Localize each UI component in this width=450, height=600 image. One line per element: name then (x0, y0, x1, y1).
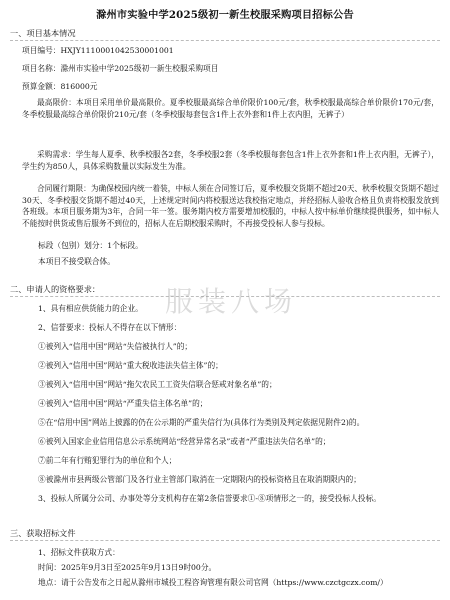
divider (10, 540, 440, 541)
credit-condition-7: ⑦前二年有行贿犯罪行为的单位和个人； (38, 456, 177, 465)
max-price-paragraph: 最高限价：本项目采用单价最高限价。夏季校服最高综合单价限价100元/套，秋季校服最高综合单价限价170元/套，冬季校服最高综合单价限价210元/套（冬季校服每套包含1件上衣外套和1件上衣内胆，无裤子） (22, 98, 439, 119)
qualification-item-2: 2、信誉要求：投标人不得存在以下情形： (38, 323, 182, 332)
procurement-demand-paragraph: 采购需求：学生每人夏季、秋季校服各2套，冬季校服2套（冬季校服每套包含1件上衣外套和1件上衣内胆，无裤子），学生约为850人，具体采购数量以实际发生为准。 (22, 150, 439, 171)
lot-division: 标段（包别）划分：1个标段。 (38, 241, 143, 250)
no-consortium-note: 本项目不接受联合体。 (38, 257, 115, 266)
watermark-text: 服装八场 (164, 285, 297, 318)
credit-condition-2: ②被列入“信用中国”网站“重大税收违法失信主体”的； (38, 361, 223, 370)
qualification-item-3: 3、投标人所属分公司、办事处等分支机构存在第2条信誉要求①-⑧项情形之一的，接受投标人投标。 (38, 494, 381, 503)
credit-condition-4: ④被列入“信用中国”网站“严重失信主体名单”的； (38, 399, 208, 408)
project-name: 项目名称：滁州市实验中学2025级初一新生校服采购项目 (22, 64, 219, 73)
obtain-time: 时间：2025年9月3日至2025年9月13日9时00分。 (38, 563, 217, 572)
section-heading-obtain-documents: 三、获取招标文件 (10, 528, 76, 538)
obtain-place: 地点：请于公告发布之日起从滁州市城投工程咨询管理有限公司官网（https://www.czctgczx.com/） (38, 578, 388, 587)
credit-condition-6: ⑥被列入国家企业信用信息公示系统网站“经营异常名录”或者“严重违法失信名单”的； (38, 437, 331, 446)
credit-condition-3: ③被列入“信用中国”网站“拖欠农民工工资失信联合惩戒对象名单”的； (38, 380, 277, 389)
credit-condition-1: ①被列入“信用中国”网站“失信被执行人”的； (38, 342, 193, 351)
project-number: 项目编号：HXJY1110001042530001001 (22, 46, 174, 55)
obtain-method: 1、招标文件获取方式： (38, 548, 120, 557)
section-heading-project-info: 一、项目基本情况 (10, 28, 76, 38)
budget-amount: 预算金额：816000元 (22, 82, 98, 91)
section-heading-qualifications: 二、申请人的资格要求： (10, 284, 101, 294)
credit-condition-8: ⑧被滁州市县两级公管部门及各行业主管部门取消在一定期限内的投标资格且在取消期限内的； (38, 475, 361, 484)
qualification-item-1: 1、具有相应供货能力的企业。 (38, 304, 143, 313)
contract-term-paragraph: 合同履行期限：为确保校园内统一着装，中标人须在合同签订后，夏季校服交货期不超过20天、秋季校服交货期不超过30天、冬季校服交货期不超过40天，上述规定时间内将校服送达我校指定地点，并经招标人验收合格且负责将校服发放到各班级。本项目服务期为3年，合同一年一签。服务期内校方需要增加校服的，中标人按中标单价继续提供服务，如中标人不能按时供货或售后服务不到位的，招标人在后期校服采购时，不再接受投标人参与投标。 (22, 184, 439, 228)
credit-condition-5: ⑤在“信用中国”网站上披露的仍在公示期的严重失信行为(具体行为类别及判定依据见附件2)的。 (38, 418, 365, 427)
document-title: 滁州市实验中学2025级初一新生校服采购项目招标公告 (96, 9, 354, 21)
divider (10, 40, 440, 41)
